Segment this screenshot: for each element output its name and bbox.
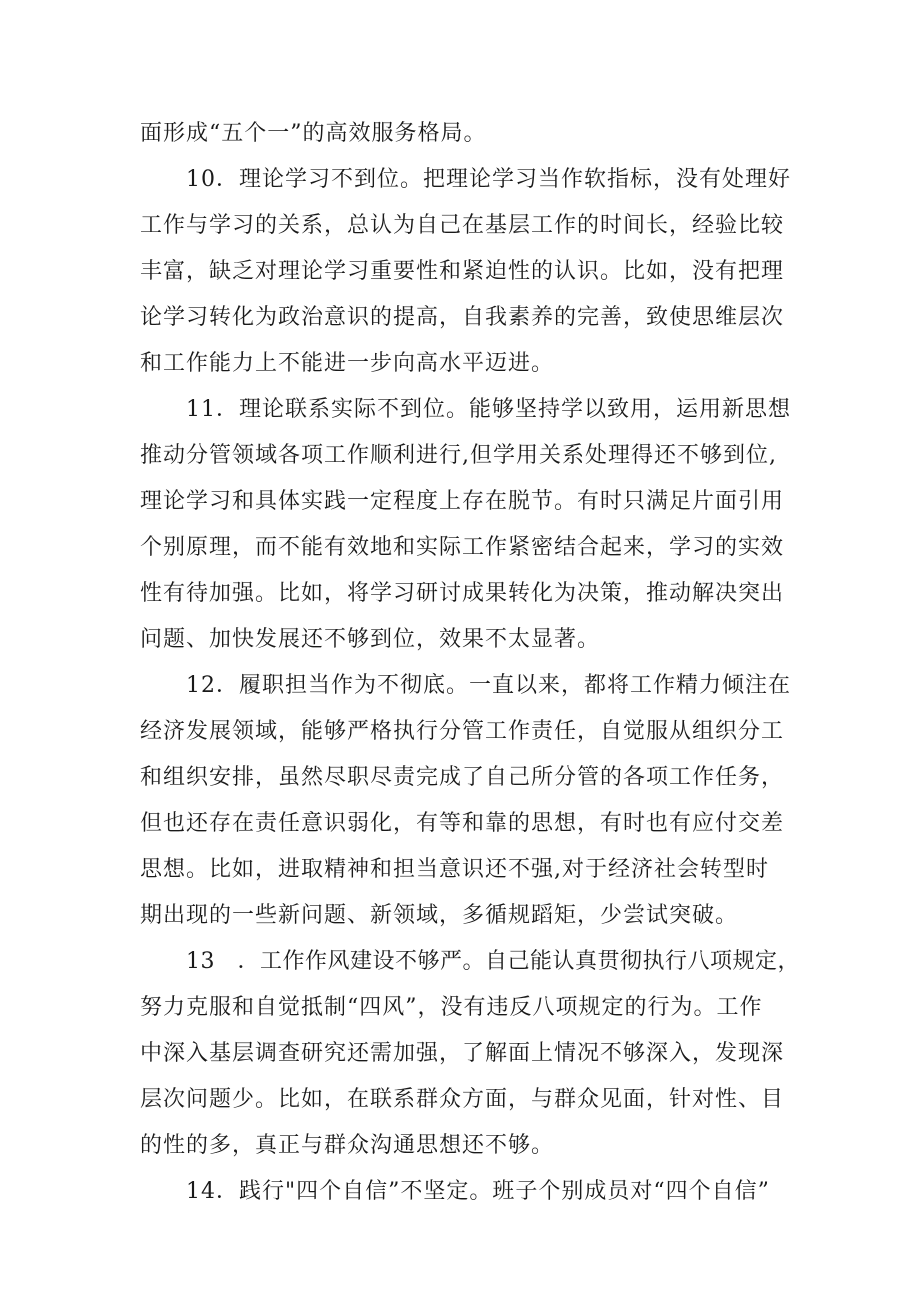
paragraph-14-heading-line: 14．践行"四个自信”不坚定。班子个别成员对“四个自信”	[186, 1179, 770, 1204]
paragraph-11-heading-line: 11．理论联系实际不到位。能够坚持学以致用，运用新思想	[186, 397, 791, 422]
text-line: 面形成“五个一”的高效服务格局。	[140, 121, 487, 146]
text-line: 和工作能力上不能进一步向高水平迈进。	[140, 351, 555, 376]
text-line: 问题、加快发展还不够到位，效果不太显著。	[140, 627, 601, 652]
paragraph-13-heading-line: 13 ．工作作风建设不够严。自己能认真贯彻执行八项规定，	[186, 949, 800, 974]
text-line: 丰富，缺乏对理论学习重要性和紧迫性的认识。比如，没有把理	[140, 259, 785, 284]
text-line: 的性的多，真正与群众沟通思想还不够。	[140, 1133, 555, 1158]
text-line: 工作与学习的关系，总认为自己在基层工作的时间长，经验比较	[140, 213, 785, 238]
text-line: 论学习转化为政治意识的提高，自我素养的完善，致使思维层次	[140, 305, 785, 330]
text-line: 和组织安排，虽然尽职尽责完成了自己所分管的各项工作任务，	[140, 765, 785, 790]
text-line: 中深入基层调查研究还需加强，了解面上情况不够深入，发现深	[140, 1041, 785, 1066]
text-line: 层次问题少。比如，在联系群众方面，与群众见面，针对性、目	[140, 1087, 785, 1112]
text-line: 性有待加强。比如，将学习研讨成果转化为决策，推动解决突出	[140, 581, 785, 606]
text-line: 努力克服和自觉抵制“四风”，没有违反八项规定的行为。工作	[140, 995, 763, 1020]
text-line: 期出现的一些新问题、新领域，多循规蹈矩，少尝试突破。	[140, 903, 739, 928]
text-line: 理论学习和具体实践一定程度上存在脱节。有时只满足片面引用	[140, 489, 785, 514]
paragraph-12-heading-line: 12．履职担当作为不彻底。一直以来，都将工作精力倾注在	[186, 673, 791, 698]
text-line: 推动分管领域各项工作顺利进行,但学用关系处理得还不够到位,	[140, 443, 777, 468]
text-line: 思想。比如，进取精神和担当意识还不强,对于经济社会转型时	[140, 857, 769, 882]
text-line: 经济发展领域，能够严格执行分管工作责任，自觉服从组织分工	[140, 719, 785, 744]
text-line: 个别原理，而不能有效地和实际工作紧密结合起来，学习的实效	[140, 535, 785, 560]
text-line: 但也还存在责任意识弱化，有等和靠的思想，有时也有应付交差	[140, 811, 785, 836]
paragraph-10-heading-line: 10．理论学习不到位。把理论学习当作软指标，没有处理好	[186, 167, 791, 192]
